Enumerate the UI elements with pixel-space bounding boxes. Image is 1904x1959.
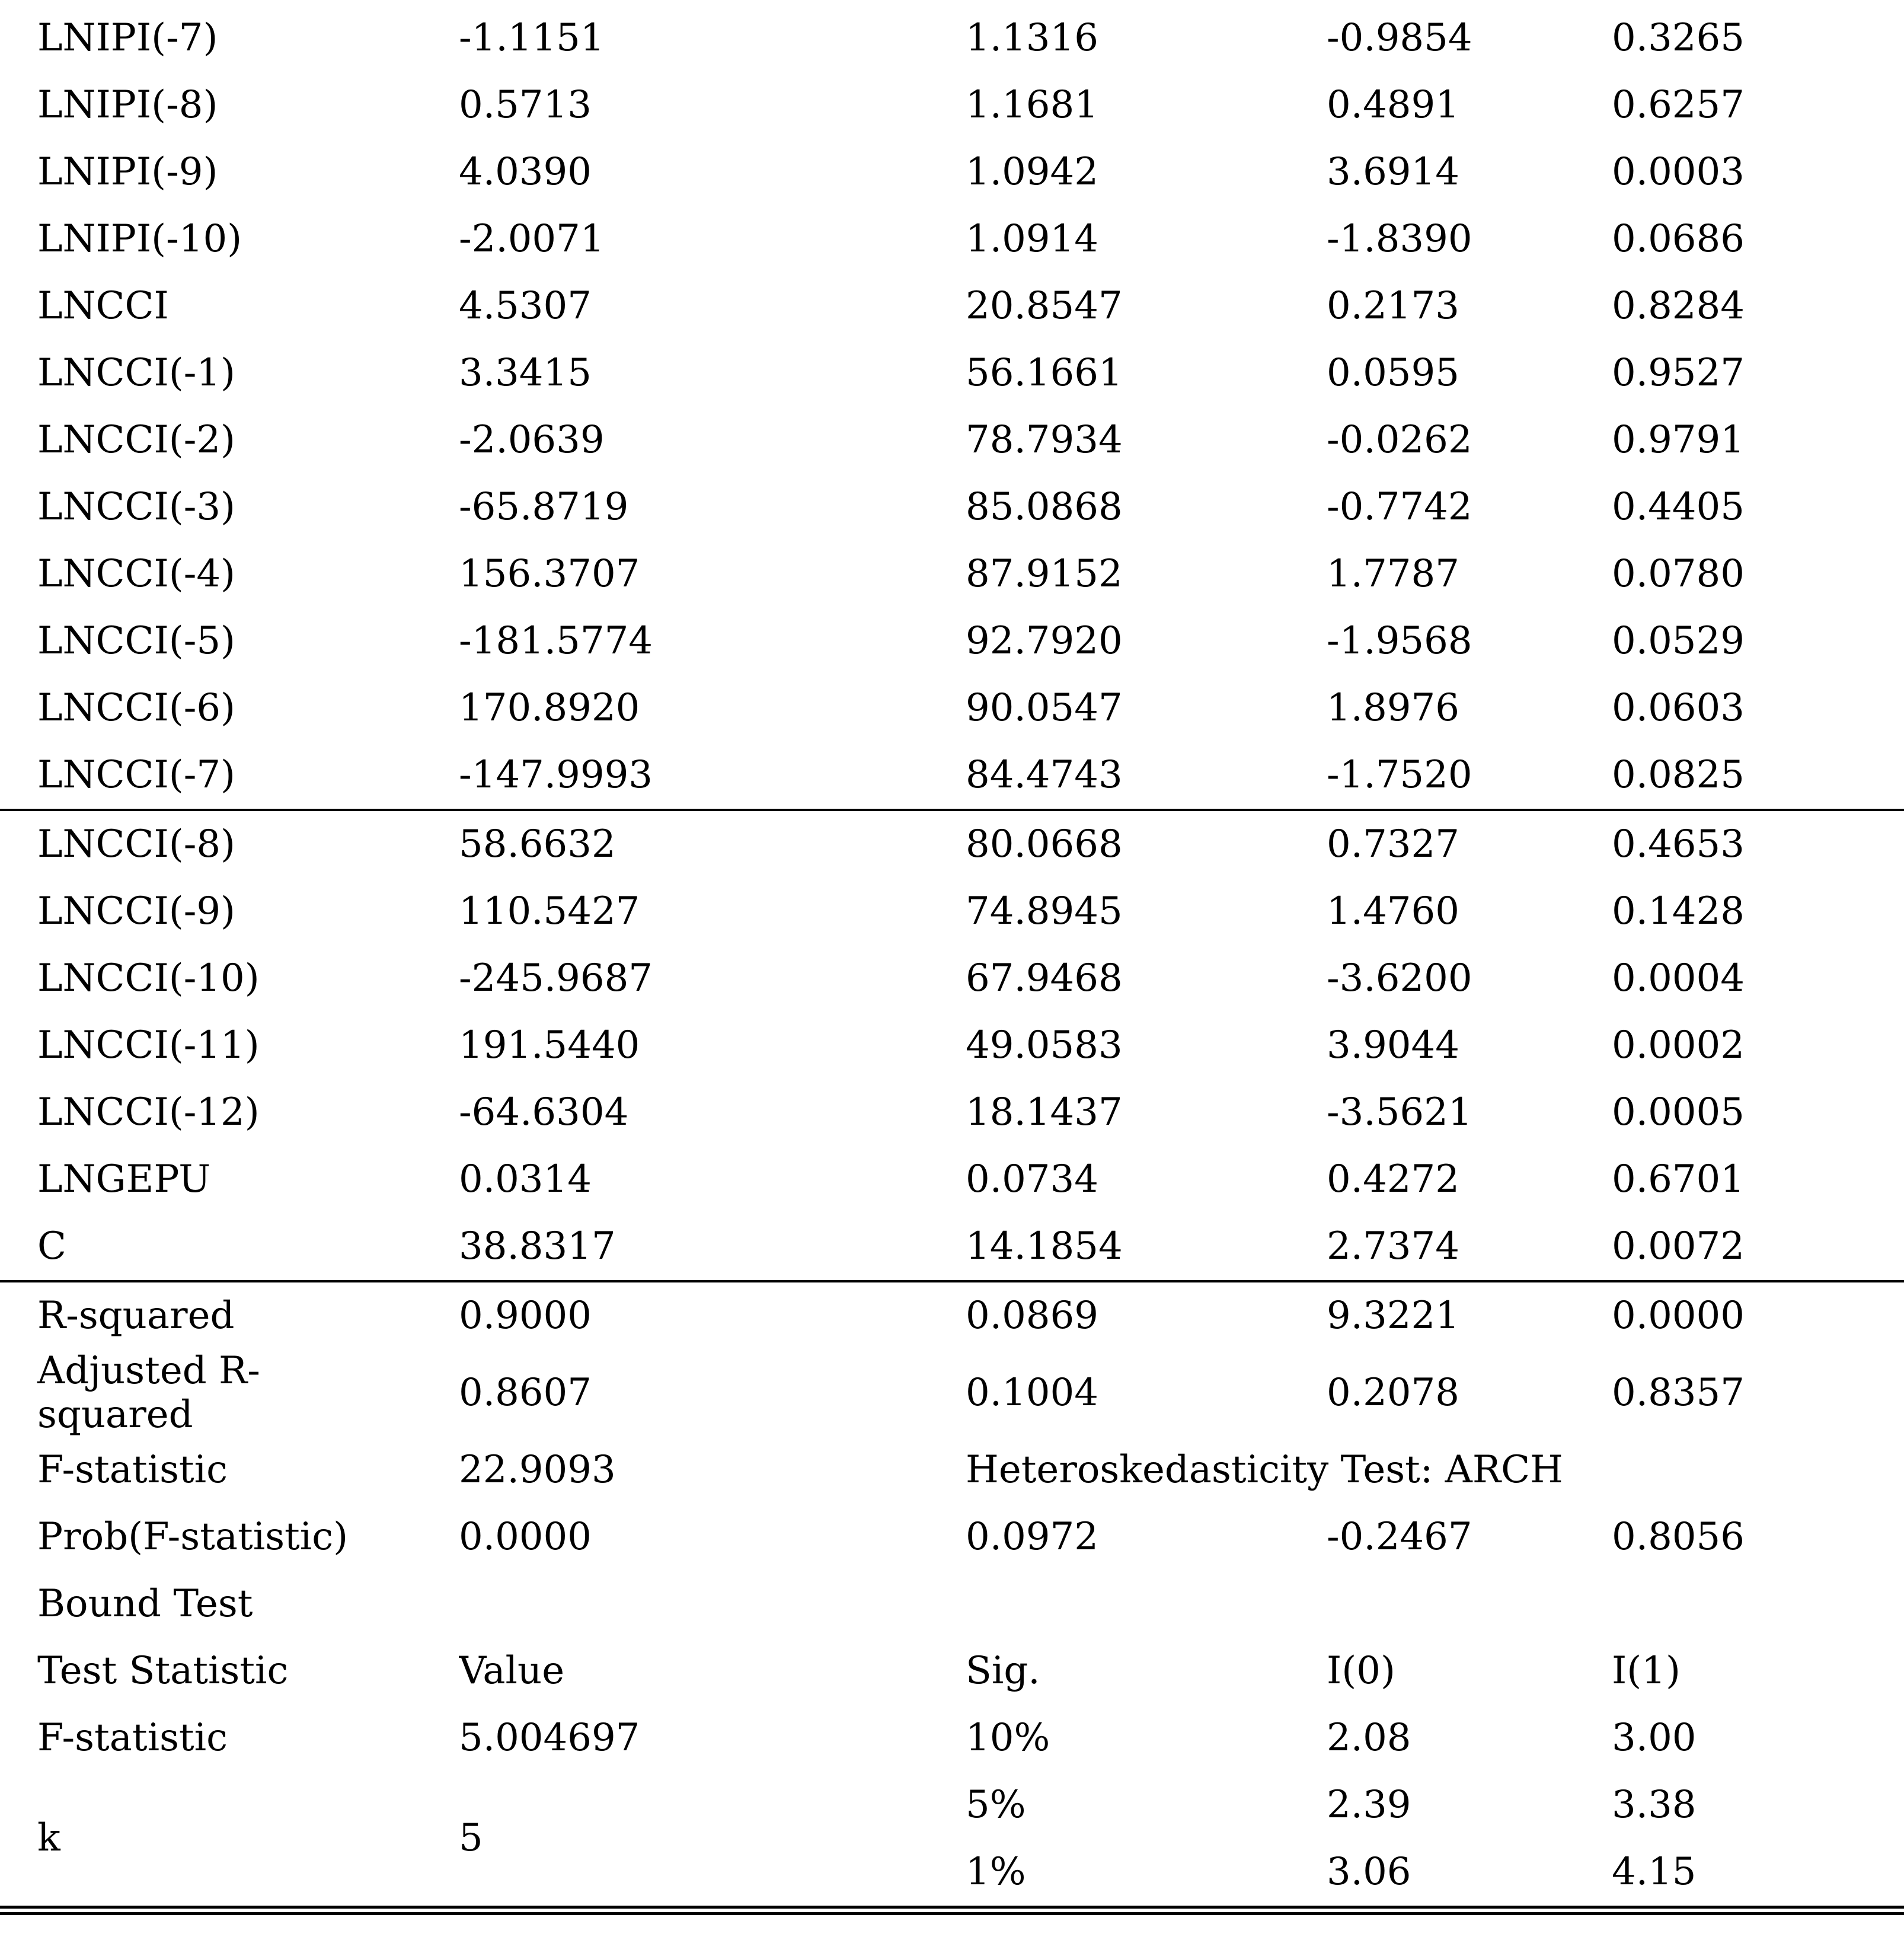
table-row: [0, 1012, 1904, 1079]
cell-value: 0.0072: [1612, 1213, 1904, 1281]
cell-value: 2.39: [1327, 1782, 1411, 1827]
cell-value: 0.9527: [1612, 350, 1745, 395]
row-label: LNIPI(-7): [37, 15, 218, 60]
cell-value: 0.4272: [1327, 1157, 1459, 1201]
table-row: [0, 474, 1904, 541]
cell-value: 0.0780: [1612, 551, 1745, 596]
section-label: Bound Test: [37, 1581, 253, 1626]
table-row: [0, 340, 1904, 407]
table-row: [0, 675, 1904, 742]
cell-value: -147.9993: [459, 742, 966, 810]
cell-value: 67.9468: [966, 956, 1123, 1000]
cell-value: 1.1681: [966, 82, 1098, 127]
cell-value: 90.0547: [966, 685, 1123, 730]
cell-value: 92.7920: [966, 618, 1123, 663]
cell-value: 74.8945: [966, 889, 1123, 933]
cell-value: -0.9854: [1327, 15, 1472, 60]
cell-value: 22.9093: [459, 1447, 616, 1492]
table-row: [0, 1079, 1904, 1146]
cell-value: 80.0668: [966, 822, 1123, 866]
row-label: LNCCI(-9): [37, 889, 235, 933]
row-label: LNCCI(-4): [37, 551, 235, 596]
cell-value: -1.9568: [1327, 618, 1472, 663]
table-row: [0, 273, 1904, 340]
table-row: [0, 407, 1904, 474]
cell-value: -1.1151: [459, 15, 605, 60]
cell-value: 0.4891: [1327, 82, 1459, 127]
row-label: LNCCI(-1): [37, 350, 235, 395]
cell-value: 0.4653: [1612, 822, 1745, 866]
cell-value: 0.8607: [459, 1370, 592, 1415]
cell-value: 56.1661: [966, 350, 1123, 395]
row-label: LNCCI: [37, 283, 169, 328]
cell-value: -0.2467: [1327, 1514, 1472, 1559]
table-row: [0, 5, 1904, 72]
cell-value: -2.0639: [459, 417, 605, 462]
cell-value: -0.0262: [1327, 417, 1472, 462]
table-row: [0, 1638, 1904, 1705]
cell-value: 0.0595: [1327, 350, 1459, 395]
table-row: [0, 1504, 1904, 1571]
cell-value: 58.6632: [459, 822, 616, 866]
cell-value: 0.0529: [1612, 618, 1745, 663]
cell-value: 87.9152: [966, 551, 1123, 596]
cell-value: 9.3221: [1327, 1293, 1459, 1338]
row-label: LNGEPU: [37, 1157, 211, 1201]
table-row: [0, 206, 1904, 273]
cell-value: 5%: [966, 1782, 1026, 1827]
cell-value: 0.0825: [1612, 742, 1904, 810]
row-label: LNCCI(-10): [37, 956, 260, 1000]
cell-value: -1.8390: [1327, 216, 1472, 261]
row-label: LNCCI(-12): [37, 1090, 260, 1134]
table-row: [0, 1772, 1904, 1839]
row-label: LNCCI(-11): [37, 1023, 260, 1067]
cell-value: 0.6257: [1612, 82, 1745, 127]
cell-value: 0.0603: [1612, 685, 1745, 730]
table-row: [0, 742, 1904, 810]
table-row: [0, 72, 1904, 139]
table-row: [0, 1571, 1904, 1638]
cell-value: -64.6304: [459, 1090, 629, 1134]
cell-value: -65.8719: [459, 484, 629, 529]
cell-value: 0.3265: [1612, 15, 1745, 60]
cell-value: 0.0972: [966, 1514, 1098, 1559]
cell-value: 0.4405: [1612, 484, 1745, 529]
row-label: F-statistic: [37, 1715, 228, 1760]
cell-value: -2.0071: [459, 216, 605, 261]
table-body: [0, 5, 1904, 1910]
cell-value: 0.0314: [459, 1157, 592, 1201]
row-label: LNCCI(-2): [37, 417, 235, 462]
row-label: LNIPI(-8): [37, 82, 218, 127]
table-row: [0, 608, 1904, 675]
table-row: [0, 878, 1904, 945]
coefficients-table: [0, 5, 1904, 1915]
cell-value: 1.0942: [966, 149, 1098, 194]
cell-value: 0.7327: [1327, 822, 1459, 866]
cell-value: 84.4743: [966, 742, 1327, 810]
cell-value: 3.38: [1612, 1782, 1697, 1827]
cell-value: 4.5307: [459, 283, 592, 328]
cell-value: 0.0734: [966, 1157, 1098, 1201]
cell-value: 85.0868: [966, 484, 1123, 529]
cell-value: 14.1854: [966, 1213, 1327, 1281]
cell-value: 0.0002: [1612, 1023, 1745, 1067]
section-label: Heteroskedasticity Test: ARCH: [966, 1447, 1563, 1492]
cell-value: 1.8976: [1327, 685, 1459, 730]
cell-value: 0.0686: [1612, 216, 1745, 261]
cell-value: -245.9687: [459, 956, 653, 1000]
cell-value: 1.0914: [966, 216, 1098, 261]
cell-value: 3.6914: [1327, 149, 1459, 194]
cell-value: 0.0003: [1612, 149, 1745, 194]
cell-value: 0.0000: [459, 1514, 592, 1559]
row-label: LNIPI(-9): [37, 149, 218, 194]
cell-value: 0.9791: [1612, 417, 1745, 462]
cell-value: 191.5440: [459, 1023, 640, 1067]
cell-value: 3.9044: [1327, 1023, 1459, 1067]
row-label: LNCCI(-3): [37, 484, 235, 529]
row-label: F-statistic: [37, 1447, 228, 1492]
table-row: [0, 1437, 1904, 1504]
cell-value: 2.7374: [1327, 1213, 1612, 1281]
table-row: [0, 139, 1904, 206]
cell-value: 20.8547: [966, 283, 1123, 328]
column-header: Value: [459, 1648, 565, 1693]
row-label: LNCCI(-8): [37, 822, 235, 866]
cell-value: 3.00: [1612, 1715, 1697, 1760]
cell-value: 1.4760: [1327, 889, 1459, 933]
cell-value: 0.8357: [1612, 1370, 1745, 1415]
cell-value: 170.8920: [459, 685, 640, 730]
cell-value: 156.3707: [459, 551, 640, 596]
cell-value: 0.2078: [1327, 1370, 1459, 1415]
cell-value: 1.1316: [966, 15, 1098, 60]
table-row: [0, 1213, 1904, 1281]
column-header: I(1): [1612, 1648, 1681, 1693]
cell-value: -1.7520: [1327, 742, 1612, 810]
cell-value: 0.0005: [1612, 1090, 1745, 1134]
cell-value: -3.5621: [1327, 1090, 1472, 1134]
cell-value: 3.3415: [459, 350, 592, 395]
cell-value: 0.1004: [966, 1370, 1098, 1415]
table-row: [0, 1281, 1904, 1349]
row-label: LNIPI(-10): [37, 216, 242, 261]
table-row: [0, 541, 1904, 608]
row-label: Adjusted R- squared: [37, 1349, 260, 1437]
cell-value: -3.6200: [1327, 956, 1472, 1000]
row-label: k: [0, 1772, 459, 1910]
cell-value: -181.5774: [459, 618, 653, 663]
cell-value: 5: [459, 1772, 966, 1910]
table-row: [0, 1146, 1904, 1213]
cell-value: 0.9000: [459, 1293, 592, 1338]
cell-value: 0.1428: [1612, 889, 1745, 933]
cell-value: 78.7934: [966, 417, 1123, 462]
cell-value: 4.0390: [459, 149, 592, 194]
table-row: [0, 1705, 1904, 1772]
row-label: LNCCI(-6): [37, 685, 235, 730]
cell-value: 0.0869: [966, 1293, 1098, 1338]
cell-value: 1%: [966, 1839, 1327, 1910]
cell-value: 49.0583: [966, 1023, 1123, 1067]
cell-value: 110.5427: [459, 889, 640, 933]
table-row: [0, 810, 1904, 878]
row-label: LNCCI(-5): [37, 618, 235, 663]
cell-value: 4.15: [1612, 1839, 1904, 1910]
row-label: Prob(F-statistic): [37, 1514, 349, 1559]
cell-value: 3.06: [1327, 1839, 1612, 1910]
table-row: [0, 945, 1904, 1012]
column-header: I(0): [1327, 1648, 1395, 1693]
column-header: Test Statistic: [37, 1648, 289, 1693]
cell-value: 0.0004: [1612, 956, 1745, 1000]
table-row: [0, 1349, 1904, 1437]
cell-value: 0.8284: [1612, 283, 1745, 328]
row-label: R-squared: [37, 1293, 235, 1338]
cell-value: 1.7787: [1327, 551, 1459, 596]
cell-value: 38.8317: [459, 1213, 966, 1281]
row-label: C: [0, 1213, 459, 1281]
cell-value: 0.2173: [1327, 283, 1459, 328]
cell-value: 0.8056: [1612, 1514, 1745, 1559]
cell-value: 0.6701: [1612, 1157, 1745, 1201]
cell-value: 0.5713: [459, 82, 592, 127]
cell-value: 0.0000: [1612, 1293, 1745, 1338]
row-label: LNCCI(-7): [0, 742, 459, 810]
cell-value: 10%: [966, 1715, 1050, 1760]
cell-value: 2.08: [1327, 1715, 1411, 1760]
cell-value: 5.004697: [459, 1715, 640, 1760]
cell-value: -0.7742: [1327, 484, 1472, 529]
column-header: Sig.: [966, 1648, 1040, 1693]
cell-value: 18.1437: [966, 1090, 1123, 1134]
